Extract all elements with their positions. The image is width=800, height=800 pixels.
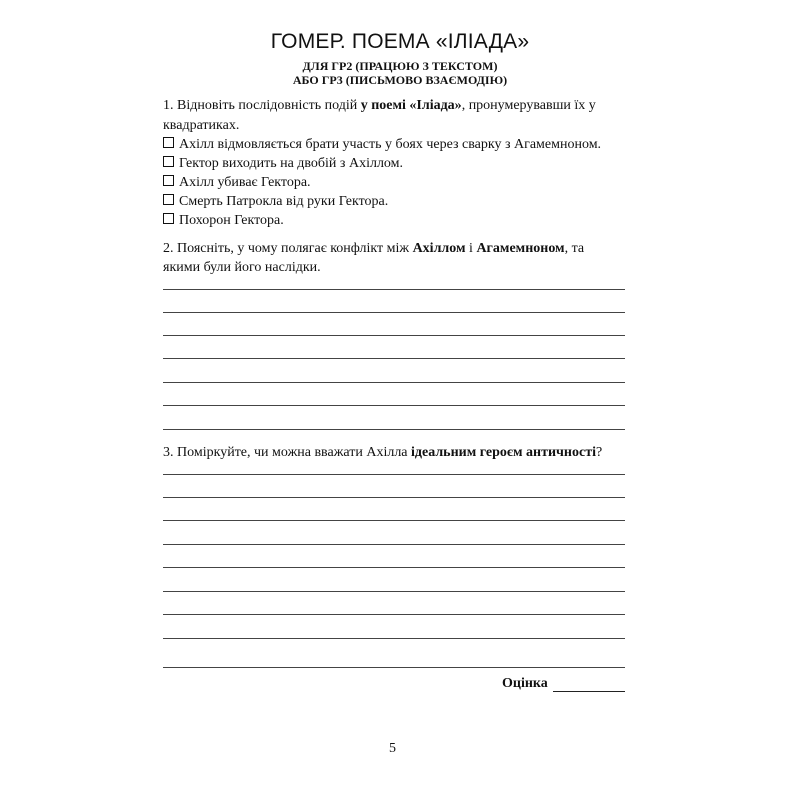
number-checkbox[interactable] — [163, 213, 174, 224]
task2-question — [163, 241, 584, 257]
answer-line[interactable] — [163, 497, 625, 498]
sequence-item-text: Ахілл убиває Гектора. — [179, 175, 311, 190]
answer-line[interactable] — [163, 638, 625, 639]
grade-label: Оцінка — [502, 676, 548, 691]
number-checkbox[interactable] — [163, 194, 174, 205]
task1-question-tail: , пронумерувавши їх у — [461, 98, 596, 113]
sequence-item-text: Смерть Патрокла від руки Гектора. — [179, 194, 389, 209]
answer-line[interactable] — [163, 289, 625, 290]
task2-name-achilles: Ахіллом — [412, 241, 466, 256]
answer-line[interactable] — [163, 520, 625, 521]
answer-line[interactable] — [163, 312, 625, 313]
task2-question-tail: , та — [564, 241, 585, 256]
page-title: ГОМЕР. ПОЕМА «ІЛІАДА» — [270, 30, 530, 53]
sequence-item-text: Гектор виходить на двобій з Ахіллом. — [179, 156, 404, 171]
answer-line[interactable] — [163, 591, 625, 592]
answer-line[interactable] — [163, 382, 625, 383]
task2-question-line2: якими були його наслідки. — [163, 260, 321, 275]
sequence-item-text: Ахілл відмовляється брати участь у боях через сварку з Агамемноном. — [179, 137, 602, 152]
page-number: 5 — [389, 741, 396, 756]
answer-line[interactable] — [163, 474, 625, 475]
answer-line[interactable] — [163, 429, 625, 430]
sequence-item — [163, 175, 311, 191]
number-checkbox[interactable] — [163, 156, 174, 167]
task3-question-bold: ідеальним героєм античності — [411, 445, 596, 460]
answer-line[interactable] — [163, 544, 625, 545]
sequence-item — [163, 213, 284, 229]
number-checkbox[interactable] — [163, 175, 174, 186]
task1-question-text: 1. Відновіть послідовність подій — [163, 98, 361, 113]
task2-name-agamemnon: Агамемноном — [476, 241, 565, 256]
sequence-item-text: Похорон Гектора. — [179, 213, 284, 228]
task3-question — [163, 445, 602, 461]
sequence-item — [163, 137, 601, 153]
answer-line[interactable] — [163, 405, 625, 406]
subtitle-line-1: ДЛЯ ГР2 (ПРАЦЮЮ З ТЕКСТОМ) — [302, 59, 498, 73]
grade-field[interactable] — [553, 691, 625, 692]
answer-line[interactable] — [163, 667, 625, 668]
task1-question — [163, 98, 596, 114]
answer-line[interactable] — [163, 335, 625, 336]
subtitle-line-2: АБО ГР3 (ПИСЬМОВО ВЗАЄМОДІЮ) — [292, 73, 508, 87]
task1-question-line2: квадратиках. — [163, 118, 240, 133]
task2-question-text: 2. Поясніть, у чому полягає конфлікт між — [163, 241, 413, 256]
answer-line[interactable] — [163, 358, 625, 359]
sequence-item — [163, 194, 388, 210]
task3-question-text: 3. Поміркуйте, чи можна вважати Ахілла — [163, 445, 412, 460]
number-checkbox[interactable] — [163, 137, 174, 148]
answer-line[interactable] — [163, 567, 625, 568]
task2-question-mid: і — [465, 241, 477, 256]
answer-line[interactable] — [163, 614, 625, 615]
task1-question-bold: у поемі «Іліада» — [360, 98, 462, 113]
task3-question-tail: ? — [595, 445, 603, 460]
sequence-item — [163, 156, 403, 172]
